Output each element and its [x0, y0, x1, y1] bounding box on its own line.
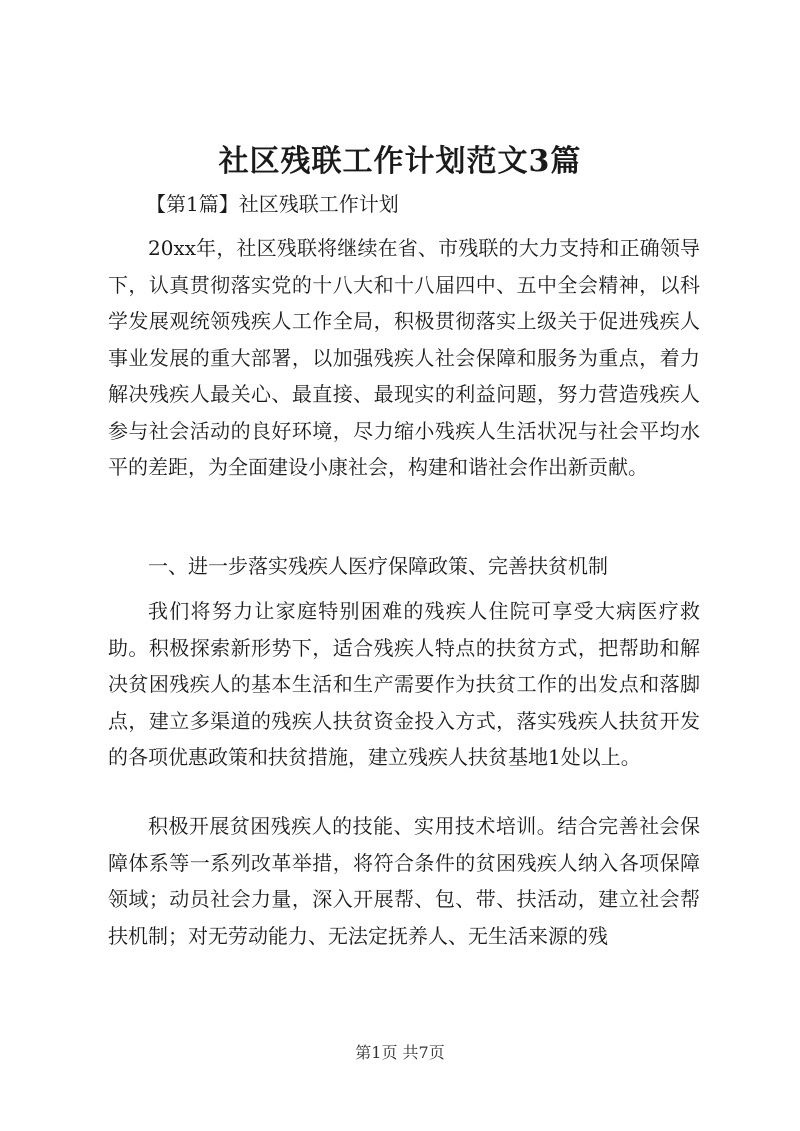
paragraph-medical-aid: 我们将努力让家庭特别困难的残疾人住院可享受大病医疗救助。积极探索新形势下，适合残疾人特点的扶贫方式，把帮助和解决贫困残疾人的基本生活和生产需要作为扶贫工作的出发点和落脚点，建立多渠道的残疾人扶贫资金投入方式，落实残疾人扶贫开发的各项优惠政策和扶贫措施，建立残疾人扶贫基地1处以上。	[108, 599, 700, 769]
document-title: 社区残联工作计划范文3篇	[218, 144, 582, 179]
paragraph-intro: 20xx年，社区残联将继续在省、市残联的大力支持和正确领导下，认真贯彻落实党的十八大和十八届四中、五中全会精神，以科学发展观统领残疾人工作全局，积极贯彻落实上级关于促进残疾人事业发展的重大部署，以加强残疾人社会保障和服务为重点，着力解决残疾人最关心、最直接、最现实的利益问题，努力营造残疾人参与社会活动的良好环境，尽力缩小残疾人生活状况与社会平均水平的差距，为全面建设小康社会，构建和谐社会作出新贡献。	[108, 236, 700, 479]
page-footer: 第1页 共7页	[355, 1043, 445, 1062]
section-heading: 【第1篇】社区残联工作计划	[146, 192, 399, 216]
paragraph-skills-training: 积极开展贫困残疾人的技能、实用技术培训。结合完善社会保障体系等一系列改革举措，将符合条件的贫困残疾人纳入各项保障领域；动员社会力量，深入开展帮、包、带、扶活动，建立社会帮扶机制；对无劳动能力、无法定抚养人、无生活来源的残	[108, 814, 700, 948]
subheading-medical-security: 一、进一步落实残疾人医疗保障政策、完善扶贫机制	[148, 554, 608, 578]
